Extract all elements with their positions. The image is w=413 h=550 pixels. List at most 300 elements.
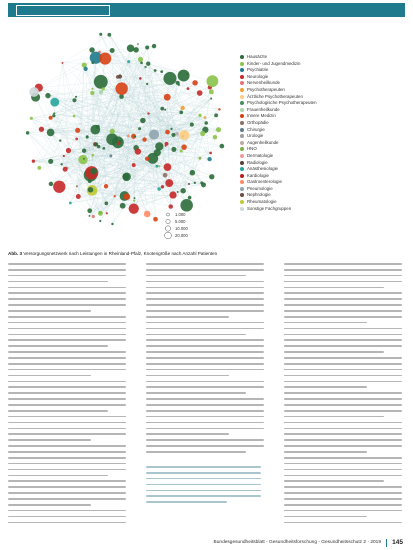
network-node — [205, 121, 208, 124]
network-node — [180, 199, 193, 212]
network-node — [214, 113, 218, 117]
network-node — [181, 106, 185, 110]
text-line-placeholder — [8, 357, 126, 359]
legend-label: Nephrologie — [247, 192, 271, 198]
network-node — [53, 112, 55, 114]
network-node — [146, 83, 148, 85]
text-line-placeholder — [8, 310, 91, 312]
text-line-placeholder — [284, 304, 402, 306]
network-node — [140, 61, 143, 64]
text-line-placeholder — [8, 369, 126, 371]
network-node — [91, 88, 93, 90]
text-line-placeholder — [8, 269, 126, 271]
text-line-placeholder — [8, 439, 91, 441]
legend-swatch — [240, 55, 244, 59]
network-node — [94, 142, 98, 146]
network-node — [102, 87, 105, 90]
text-line-placeholder — [146, 451, 246, 453]
text-line-placeholder — [8, 504, 91, 506]
network-node — [157, 187, 161, 191]
legend-swatch — [240, 200, 244, 204]
legend-swatch — [240, 141, 244, 145]
page-footer — [8, 540, 405, 548]
text-line-placeholder — [146, 490, 261, 492]
legend-label: Innere Medizin — [247, 113, 276, 119]
legend-label: Dermatologie — [247, 152, 274, 158]
network-node — [139, 77, 142, 80]
network-node — [39, 127, 44, 132]
text-line-placeholder — [284, 310, 402, 312]
legend-item — [240, 199, 412, 205]
text-line-placeholder — [284, 328, 402, 330]
text-line-placeholder — [284, 287, 384, 289]
figure-header-bar — [8, 3, 405, 17]
network-node — [109, 154, 112, 157]
text-line-placeholder — [8, 351, 126, 353]
text-line-placeholder — [146, 386, 264, 388]
network-node — [140, 118, 146, 124]
text-line-placeholder — [284, 269, 402, 271]
network-node — [122, 173, 129, 180]
legend-swatch — [240, 193, 244, 197]
network-node — [83, 158, 85, 160]
network-node — [106, 212, 108, 214]
node-size-legend — [164, 211, 234, 239]
network-node — [29, 87, 39, 97]
network-node — [192, 80, 197, 85]
legend-item — [240, 100, 412, 106]
legend-swatch — [240, 68, 244, 72]
text-line-placeholder — [284, 516, 367, 518]
legend-swatch — [240, 187, 244, 191]
text-line-placeholder — [284, 357, 402, 359]
legend-label: Hausärzte — [247, 54, 268, 59]
network-node — [90, 91, 94, 95]
journal-footer-text: Bundesgesundheitsblatt - Gesundheitsforschung - Gesundheitsschutz 2 · 2019 — [213, 540, 381, 545]
network-node — [155, 165, 158, 168]
text-line-placeholder — [146, 410, 264, 412]
text-line-placeholder — [146, 275, 246, 277]
text-line-placeholder — [146, 316, 229, 318]
text-line-placeholder — [284, 439, 402, 441]
network-node — [87, 208, 92, 213]
network-node — [165, 179, 173, 187]
network-node — [169, 204, 173, 208]
text-line-placeholder — [146, 466, 261, 468]
size-legend-circle — [164, 218, 172, 225]
network-node — [107, 33, 111, 37]
legend-swatch — [240, 62, 244, 66]
network-node — [194, 182, 196, 184]
text-line-placeholder — [8, 334, 126, 336]
text-line-placeholder — [8, 316, 126, 318]
text-line-placeholder — [146, 269, 264, 271]
network-node — [164, 109, 166, 111]
text-line-placeholder — [8, 381, 126, 383]
legend-label: Chirurgie — [247, 126, 265, 132]
text-line-placeholder — [284, 504, 402, 506]
text-line-placeholder — [284, 298, 402, 300]
network-node — [146, 62, 150, 66]
network-node — [145, 157, 149, 161]
network-node — [180, 188, 185, 193]
text-line-placeholder — [8, 469, 126, 471]
legend-label: Ärztliche Psychotherapeuten — [247, 93, 303, 99]
legend-label: Augenheilkunde — [247, 139, 279, 145]
text-line-placeholder — [284, 410, 402, 412]
text-line-placeholder — [284, 322, 367, 324]
text-line-placeholder — [146, 484, 261, 486]
network-node — [110, 129, 115, 134]
text-line-placeholder — [8, 392, 126, 394]
network-node — [50, 98, 59, 107]
network-node — [138, 127, 141, 130]
text-line-placeholder — [8, 463, 126, 465]
text-line-placeholder — [8, 445, 126, 447]
text-line-placeholder — [146, 363, 264, 365]
network-node — [165, 142, 169, 146]
text-line-placeholder — [8, 410, 108, 412]
text-line-placeholder — [284, 275, 402, 277]
text-line-placeholder — [8, 404, 126, 406]
legend-item — [240, 113, 412, 119]
size-legend-row — [164, 225, 234, 232]
network-node — [89, 47, 94, 52]
size-legend-label: 10.000 — [175, 226, 188, 231]
legend-item — [240, 192, 412, 198]
network-edge — [51, 132, 107, 213]
text-line-placeholder — [146, 422, 264, 424]
text-line-placeholder — [8, 304, 126, 306]
legend-item — [240, 94, 412, 100]
text-line-placeholder — [284, 369, 402, 371]
network-node — [206, 75, 218, 87]
network-node — [52, 114, 55, 117]
network-node — [154, 149, 161, 156]
network-node — [137, 43, 139, 45]
size-legend-label: 20.000 — [175, 233, 188, 238]
legend-swatch — [240, 167, 244, 171]
network-node — [45, 93, 50, 98]
legend-swatch — [240, 154, 244, 158]
text-line-placeholder — [284, 457, 402, 459]
network-node — [72, 98, 76, 102]
network-node — [181, 144, 187, 150]
network-node — [26, 131, 29, 134]
network-node — [91, 61, 94, 64]
legend-label: Frauenheilkunde — [247, 106, 280, 112]
legend-label: Psychotherapeuten — [247, 86, 285, 92]
network-node — [129, 204, 139, 214]
body-column-left — [8, 263, 126, 527]
network-node — [111, 223, 113, 225]
network-node — [37, 166, 41, 170]
legend-item — [240, 80, 412, 86]
text-line-placeholder — [8, 375, 91, 377]
network-node — [88, 187, 93, 192]
network-node — [92, 154, 95, 157]
text-line-placeholder — [8, 263, 126, 265]
text-line-placeholder — [146, 433, 229, 435]
network-node — [53, 181, 65, 193]
network-node — [133, 199, 135, 201]
network-edge — [92, 50, 112, 51]
figure-legend — [240, 54, 412, 212]
text-line-placeholder — [8, 522, 126, 524]
legend-swatch — [240, 128, 244, 132]
network-node — [124, 193, 131, 200]
text-line-placeholder — [284, 316, 402, 318]
network-node — [190, 123, 194, 127]
network-node — [84, 67, 88, 71]
legend-item — [240, 87, 412, 93]
size-legend-row — [164, 218, 234, 225]
text-line-placeholder — [284, 392, 402, 394]
network-node — [209, 174, 214, 179]
network-node — [138, 57, 143, 62]
network-node — [198, 157, 201, 160]
text-line-placeholder — [146, 398, 264, 400]
network-node — [133, 47, 138, 52]
legend-label: Sonstige Fachgruppen — [247, 205, 292, 211]
network-node — [161, 185, 164, 188]
network-node — [179, 130, 189, 140]
text-line-placeholder — [8, 287, 126, 289]
size-legend-label: 5.000 — [175, 219, 186, 224]
legend-swatch — [240, 88, 244, 92]
text-line-placeholder — [146, 381, 264, 383]
text-line-placeholder — [8, 516, 126, 518]
legend-item — [240, 186, 412, 192]
network-node — [92, 215, 95, 218]
network-node — [105, 202, 109, 206]
size-legend-circle — [164, 232, 172, 239]
text-line-placeholder — [146, 304, 264, 306]
text-line-placeholder — [284, 339, 402, 341]
legend-swatch — [240, 108, 244, 112]
network-node — [153, 217, 158, 222]
network-node — [170, 128, 172, 130]
network-node — [190, 170, 196, 176]
text-line-placeholder — [284, 480, 384, 482]
legend-item — [240, 140, 412, 146]
network-node — [61, 62, 63, 64]
legend-item — [240, 166, 412, 172]
network-node — [48, 159, 53, 164]
text-line-placeholder — [8, 457, 126, 459]
text-line-placeholder — [146, 428, 264, 430]
text-line-placeholder — [284, 510, 402, 512]
body-column-right — [284, 263, 402, 527]
text-line-placeholder — [146, 357, 264, 359]
network-node — [99, 52, 111, 64]
text-line-placeholder — [8, 275, 126, 277]
network-node — [135, 148, 141, 154]
network-node — [178, 84, 180, 86]
legend-swatch — [240, 134, 244, 138]
network-edge — [39, 88, 51, 118]
network-node — [132, 163, 136, 167]
header-bar-box — [16, 5, 110, 16]
network-node — [169, 191, 176, 198]
network-node — [160, 70, 163, 73]
text-line-placeholder — [146, 369, 264, 371]
network-node — [76, 194, 81, 199]
network-node — [86, 135, 88, 137]
network-node — [114, 195, 116, 197]
network-node — [32, 159, 35, 162]
legend-swatch — [240, 161, 244, 165]
text-line-placeholder — [146, 351, 264, 353]
network-node — [149, 130, 159, 140]
network-node — [216, 127, 221, 132]
network-node — [94, 75, 108, 89]
network-node — [49, 182, 53, 186]
legend-label: Radiologie — [247, 159, 268, 165]
text-line-placeholder — [146, 495, 261, 497]
text-line-placeholder — [284, 498, 402, 500]
text-line-placeholder — [146, 404, 264, 406]
text-line-placeholder — [284, 463, 402, 465]
size-legend-label: 1.000 — [175, 212, 186, 217]
legend-label: Rheumatologie — [247, 199, 277, 205]
text-line-placeholder — [8, 480, 126, 482]
text-line-placeholder — [8, 422, 126, 424]
network-node — [163, 173, 168, 178]
text-line-placeholder — [284, 422, 402, 424]
text-line-placeholder — [284, 375, 402, 377]
network-node — [145, 45, 149, 49]
network-node — [197, 90, 203, 96]
legend-item — [240, 160, 412, 166]
legend-item — [240, 120, 412, 126]
footer-divider — [386, 539, 387, 547]
network-node — [134, 197, 136, 199]
network-node — [158, 165, 160, 167]
network-node — [49, 116, 53, 120]
network-node — [63, 155, 65, 157]
network-node — [99, 220, 101, 222]
legend-swatch — [240, 114, 244, 118]
legend-item — [240, 127, 412, 133]
network-node — [207, 157, 211, 161]
text-line-placeholder — [284, 345, 402, 347]
legend-item — [240, 153, 412, 159]
legend-item — [240, 173, 412, 179]
network-node — [104, 184, 108, 188]
text-line-placeholder — [284, 492, 402, 494]
text-line-placeholder — [8, 451, 126, 453]
legend-label: Urologie — [247, 133, 264, 139]
text-line-placeholder — [146, 334, 246, 336]
text-line-placeholder — [146, 328, 264, 330]
network-node — [59, 139, 61, 141]
network-node — [201, 182, 206, 187]
text-line-placeholder — [284, 522, 402, 524]
legend-label: Gastroenterologie — [247, 179, 282, 185]
legend-item — [240, 133, 412, 139]
text-line-placeholder — [146, 375, 229, 377]
text-line-placeholder — [146, 501, 227, 503]
network-node — [204, 116, 207, 119]
network-node — [76, 185, 78, 187]
legend-label: Pneumologie — [247, 185, 273, 191]
text-line-placeholder — [284, 469, 402, 471]
legend-swatch — [240, 207, 244, 211]
text-line-placeholder — [284, 363, 402, 365]
legend-swatch — [240, 95, 244, 99]
network-node — [165, 130, 170, 135]
legend-label: Psychologische Psychotherapeuten — [247, 100, 317, 106]
network-node — [220, 144, 225, 149]
network-node — [98, 211, 103, 216]
text-line-placeholder — [8, 475, 108, 477]
text-line-placeholder — [146, 472, 261, 474]
network-node — [117, 141, 120, 144]
network-node — [164, 94, 171, 101]
legend-swatch — [240, 121, 244, 125]
network-node — [119, 94, 124, 99]
legend-item — [240, 179, 412, 185]
text-line-placeholder — [8, 292, 126, 294]
text-line-placeholder — [146, 322, 264, 324]
text-line-placeholder — [146, 439, 264, 441]
text-line-placeholder — [8, 492, 126, 494]
network-node — [127, 45, 134, 52]
size-legend-row — [164, 232, 234, 239]
network-node — [116, 75, 120, 79]
legend-swatch — [240, 174, 244, 178]
size-legend-circle — [164, 225, 172, 232]
network-node — [164, 163, 172, 171]
legend-item — [240, 61, 412, 67]
text-line-placeholder — [146, 281, 264, 283]
network-edge — [51, 141, 61, 162]
network-node — [171, 133, 175, 137]
text-line-placeholder — [8, 386, 126, 388]
legend-label: Psychiatrie — [247, 67, 269, 73]
text-line-placeholder — [8, 416, 126, 418]
page-number: 145 — [392, 539, 403, 546]
network-node — [63, 167, 68, 172]
network-node — [88, 179, 92, 183]
legend-swatch — [240, 81, 244, 85]
network-edge — [54, 63, 63, 116]
network-node — [127, 60, 130, 63]
legend-label: Orthopädie — [247, 119, 269, 125]
text-line-placeholder — [284, 428, 402, 430]
legend-swatch — [240, 180, 244, 184]
text-line-placeholder — [284, 292, 402, 294]
text-line-placeholder — [8, 322, 126, 324]
network-node — [127, 135, 130, 138]
text-line-placeholder — [284, 404, 402, 406]
network-node — [188, 183, 190, 185]
network-node — [134, 136, 136, 138]
network-node — [200, 131, 205, 136]
size-legend-circle — [164, 211, 172, 218]
text-line-placeholder — [8, 510, 126, 512]
network-node — [210, 97, 212, 99]
text-line-placeholder — [8, 328, 126, 330]
legend-label: Kardiologie — [247, 172, 269, 178]
legend-label: Anästhesiologie — [247, 166, 279, 172]
network-node — [75, 137, 78, 140]
legend-label: Neurologie — [247, 73, 269, 79]
text-line-placeholder — [284, 381, 402, 383]
network-node — [115, 82, 127, 94]
text-line-placeholder — [284, 475, 402, 477]
